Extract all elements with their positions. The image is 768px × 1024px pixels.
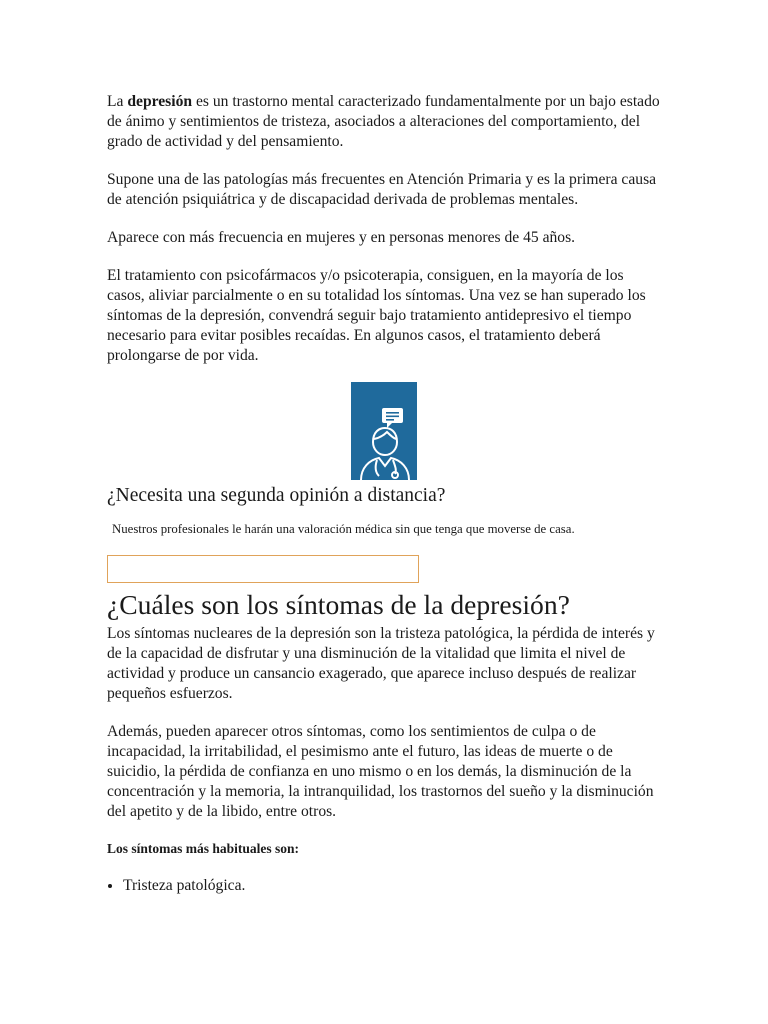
cta-title: ¿Necesita una segunda opinión a distancia? — [107, 485, 446, 506]
symptoms-paragraph-2: Además, pueden aparecer otros síntomas, como los sentimientos de culpa o de incapacidad, la irritabilidad, el pesimismo ante el futuro, las ideas de muerte o de suicidio, la pérdida de confianza en uno mismo o en los demás, la disminución de la concentración y la memoria, la intranquilidad, los trastornos del sueño y la disminución del apetito y de la libido, entre otros. — [107, 723, 654, 820]
intro-paragraph-2: Supone una de las patologías más frecuentes en Atención Primaria y es la primera causa de atención psiquiátrica y de discapacidad derivada de problemas mentales. — [107, 171, 657, 208]
symptoms-paragraph-1: Los síntomas nucleares de la depresión son la tristeza patológica, la pérdida de interés y de la capacidad de disfrutar y una disminución de la vitalidad que limita el nivel de actividad y produce un cansancio exagerado, que aparece incluso después de realizar pequeños esfuerzos. — [107, 625, 655, 702]
list-item: • Tristeza patológica. — [123, 876, 663, 896]
symptoms-section-title: ¿Cuáles son los síntomas de la depresión? — [107, 589, 570, 620]
intro-paragraph-1 — [107, 92, 663, 152]
cta-input-box[interactable] — [107, 555, 419, 583]
document-page — [107, 92, 663, 896]
cta-description: Nuestros profesionales le harán una valoración médica sin que tenga que moverse de casa. — [112, 522, 575, 536]
intro-p1-rest: es un trastorno mental caracterizado fundamentalmente por un bajo estado de ánimo y sentimientos de tristeza, asociados a alteraciones del comportamiento, del grado de actividad y del pensamiento. — [107, 93, 660, 150]
intro-paragraph-3: Aparece con más frecuencia en mujeres y en personas menores de 45 años. — [107, 229, 576, 246]
symptoms-list-heading: Los síntomas más habituales son: — [107, 841, 300, 856]
intro-paragraph-4: El tratamiento con psicofármacos y/o psicoterapia, consiguen, en la mayoría de los casos, aliviar parcialmente o en su totalidad los síntomas. Una vez se han superado los síntomas de la depresión, convendrá seguir bajo tratamiento antidepresivo el tiempo necesario para evitar posibles recaídas. En algunos casos, el tratamiento deberá prolongarse de por vida. — [107, 267, 646, 364]
doctor-chat-icon[interactable] — [351, 382, 417, 480]
intro-p1-bold-term: depresión — [127, 93, 193, 110]
doctor-chat-icon-graphic — [351, 382, 417, 480]
intro-p1-prefix: La — [107, 93, 128, 110]
symptoms-list — [107, 876, 663, 896]
